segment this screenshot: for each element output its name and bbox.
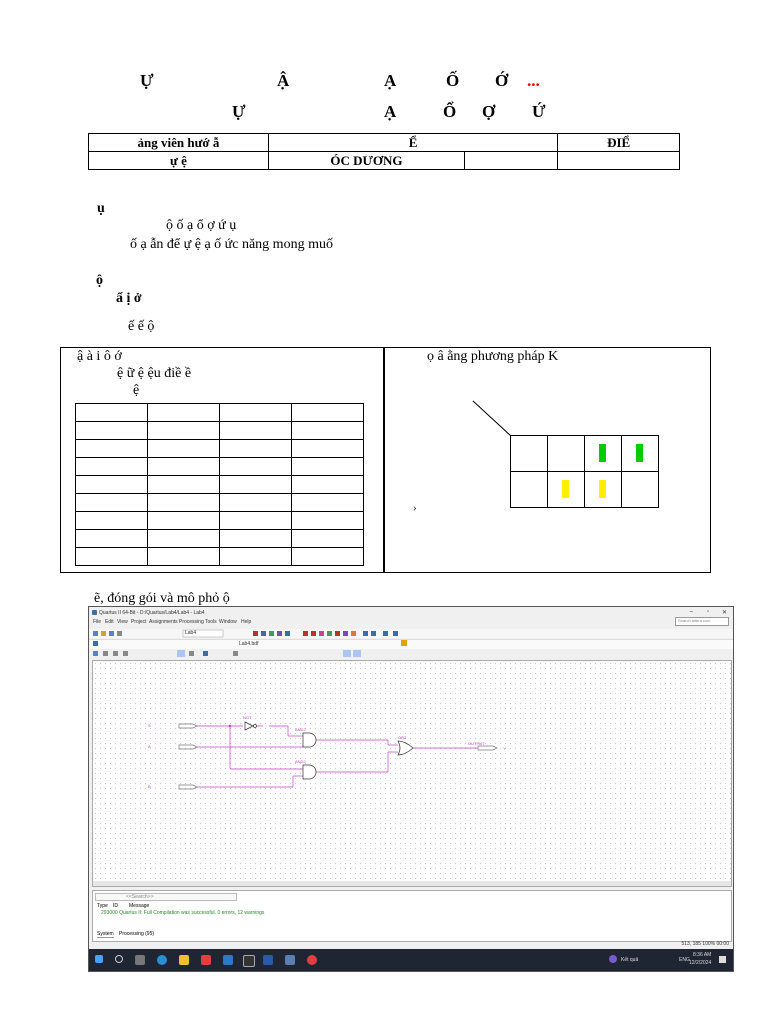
truth-table bbox=[75, 403, 364, 566]
menu-view[interactable]: View bbox=[117, 619, 128, 625]
title-char: Ự bbox=[140, 71, 154, 90]
table-row bbox=[76, 458, 364, 476]
title-char: Ớ bbox=[495, 71, 509, 90]
right-box-title: ọ â ằng phương pháp K bbox=[427, 349, 559, 364]
kmap-row bbox=[511, 436, 659, 472]
toolbar-icons[interactable] bbox=[93, 629, 453, 638]
kmap-cell bbox=[511, 472, 548, 508]
and-gate-1-label: AND2 bbox=[295, 727, 306, 732]
output-y-label: Y bbox=[503, 746, 506, 751]
menu-processing[interactable]: Processing bbox=[179, 619, 204, 625]
msg-col-message: Message bbox=[129, 903, 150, 909]
main-toolbar bbox=[89, 629, 733, 638]
title-char: Ợ bbox=[482, 102, 496, 121]
project-combo[interactable]: Lab4 bbox=[185, 630, 197, 636]
yellow-mark bbox=[599, 480, 606, 498]
quartus-logo-icon bbox=[92, 610, 97, 615]
language-indicator[interactable]: ENG bbox=[679, 957, 690, 963]
left-box-line-1: ậ à i ô ớ bbox=[77, 349, 122, 364]
section-1-line-1: ộ ố ạ ổ ợ ứ ụ bbox=[166, 218, 237, 233]
table-row bbox=[76, 530, 364, 548]
notification-icon[interactable] bbox=[719, 956, 726, 963]
table-row bbox=[76, 404, 364, 422]
quartus-icon[interactable] bbox=[285, 955, 295, 965]
message-filter[interactable]: <<Search>> bbox=[95, 893, 237, 901]
tab-system[interactable]: System bbox=[97, 931, 114, 937]
info-table bbox=[88, 133, 680, 170]
section-2-line: ế ế ộ bbox=[128, 319, 155, 334]
menu-file[interactable]: File bbox=[93, 619, 102, 625]
kmap-cell bbox=[511, 436, 548, 472]
word-icon[interactable] bbox=[263, 955, 273, 965]
table-row bbox=[76, 422, 364, 440]
kmap-cell bbox=[622, 472, 659, 508]
compile-success-message: 293000 Quartus II: Full Compilation was successful. 0 errors, 12 warnings bbox=[101, 910, 265, 916]
table-row bbox=[76, 494, 364, 512]
input-s-label: S bbox=[148, 723, 151, 728]
output-pin-label: OUTPUT bbox=[468, 741, 485, 746]
title-bar bbox=[89, 609, 733, 618]
file-tab-bar bbox=[89, 639, 733, 649]
title-char: Ậ bbox=[277, 71, 290, 90]
start-icon[interactable] bbox=[95, 955, 103, 963]
section-1-heading: ụ bbox=[97, 201, 105, 216]
window-title: Quartus II 64-Bit - D:/Quartus/Lab4/Lab4 - Lab4 bbox=[99, 610, 205, 616]
input-a-label: A bbox=[148, 744, 151, 749]
edge-icon[interactable] bbox=[157, 955, 167, 965]
quartus-screenshot bbox=[88, 606, 734, 972]
result-icon bbox=[609, 955, 617, 963]
close-icon[interactable]: ✕ bbox=[721, 610, 727, 616]
and-gate-2-label: AND2 bbox=[295, 759, 306, 764]
kmap-cell bbox=[585, 472, 622, 508]
kmap-corner-line bbox=[470, 398, 514, 438]
menu-project[interactable]: Project bbox=[131, 619, 147, 625]
menu-tools[interactable]: Tools bbox=[205, 619, 217, 625]
status-text: 513, 185 100% 00:00 bbox=[681, 941, 729, 947]
kmap-row bbox=[511, 472, 659, 508]
maximize-icon[interactable]: ▫ bbox=[706, 609, 709, 615]
kmap-cell bbox=[548, 436, 585, 472]
msg-col-type: Type bbox=[97, 903, 108, 909]
section-1-line-2: ố ạ ẫn để ự ệ ạ ố ức năng mong muố bbox=[130, 237, 333, 252]
tab-lab4-bdf[interactable]: Lab4.bdf bbox=[239, 641, 259, 647]
task-view-icon[interactable] bbox=[135, 955, 145, 965]
menu-help[interactable]: Help bbox=[241, 619, 252, 625]
title-char: Ố bbox=[446, 71, 460, 90]
green-mark bbox=[599, 444, 606, 462]
menu-bar bbox=[89, 619, 733, 627]
table-row bbox=[76, 440, 364, 458]
table-row bbox=[76, 548, 364, 566]
student-name: ÓC DƯƠNG bbox=[268, 152, 464, 170]
input-b-label: B bbox=[148, 784, 151, 789]
title-char: Ổ bbox=[443, 102, 457, 121]
score-header: Ể bbox=[268, 134, 557, 152]
student-label: ự ệ bbox=[89, 152, 269, 170]
search-input[interactable]: Search altera.com bbox=[675, 617, 729, 626]
karnaugh-map bbox=[510, 435, 659, 508]
section-2-subheading: ẩ ị ở bbox=[116, 291, 142, 306]
title-char: Ự bbox=[232, 102, 246, 121]
schematic-tool-icons[interactable] bbox=[93, 649, 393, 658]
schematic-canvas[interactable] bbox=[92, 660, 732, 887]
instructor-label: ảng viên hướ ẫ bbox=[89, 134, 269, 152]
empty-cell bbox=[464, 152, 557, 170]
app-icon[interactable] bbox=[243, 955, 255, 967]
kmap-cell bbox=[622, 436, 659, 472]
menu-window[interactable]: Window bbox=[219, 619, 237, 625]
table-row bbox=[76, 476, 364, 494]
tray-result-text[interactable]: Kết quả bbox=[621, 957, 639, 963]
title-char: Ứ bbox=[532, 102, 546, 121]
title-char: Ạ bbox=[384, 71, 397, 90]
search-icon[interactable] bbox=[115, 955, 123, 963]
horizontal-scrollbar[interactable] bbox=[93, 881, 731, 886]
green-mark bbox=[636, 444, 643, 462]
menu-assignments[interactable]: Assignments bbox=[149, 619, 178, 625]
or-gate-label: OR2 bbox=[398, 735, 407, 740]
status-bar bbox=[89, 941, 733, 947]
clock-date[interactable]: 12/2/2024 bbox=[689, 960, 712, 966]
msg-col-id: ID bbox=[113, 903, 118, 909]
left-box-line-3: ệ bbox=[133, 383, 140, 398]
left-box-line-2: ệ ữ ệ ệu điề ề bbox=[117, 366, 192, 381]
app-icon[interactable] bbox=[223, 955, 233, 965]
kmap-note: › bbox=[413, 502, 417, 514]
windows-taskbar bbox=[89, 949, 733, 971]
table-row bbox=[76, 512, 364, 530]
messages-panel bbox=[92, 890, 732, 942]
clock-time[interactable]: 8:36 AM bbox=[693, 952, 712, 958]
app-icon[interactable] bbox=[201, 955, 211, 965]
grade-cell bbox=[558, 152, 680, 170]
schematic-toolbar bbox=[89, 649, 733, 658]
file-explorer-icon[interactable] bbox=[179, 955, 189, 965]
title-char: Ạ bbox=[384, 102, 397, 121]
yellow-mark bbox=[562, 480, 569, 498]
chrome-icon[interactable] bbox=[307, 955, 317, 965]
section-3-heading: ẽ, đóng gói và mô phỏ ộ bbox=[94, 591, 230, 606]
tab-processing[interactable]: Processing (95) bbox=[119, 931, 155, 937]
tab-close-icon[interactable] bbox=[401, 640, 407, 646]
not-gate-label: NOT bbox=[243, 715, 252, 720]
grade-header: ĐIỂ bbox=[558, 134, 680, 152]
file-icon bbox=[93, 641, 98, 646]
kmap-cell bbox=[585, 436, 622, 472]
title-ellipsis: ... bbox=[527, 71, 540, 90]
kmap-cell bbox=[548, 472, 585, 508]
menu-edit[interactable]: Edit bbox=[105, 619, 114, 625]
minimize-icon[interactable]: – bbox=[689, 609, 693, 615]
section-2-heading: ộ bbox=[96, 273, 103, 288]
circuit-diagram bbox=[93, 661, 731, 886]
